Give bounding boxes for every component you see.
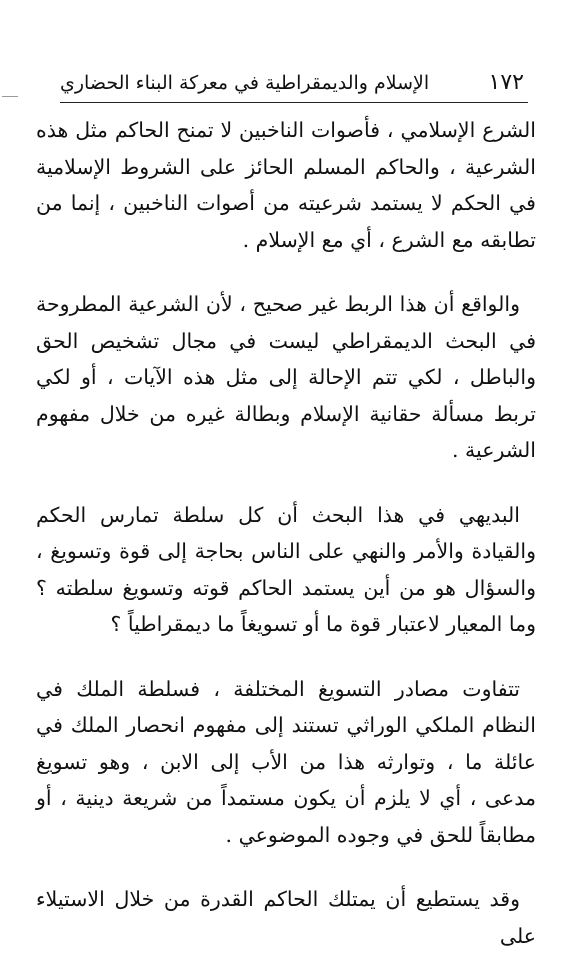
margin-mark [2,96,18,97]
paragraph-3: البديهي في هذا البحث أن كل سلطة تمارس الحكم والقيادة والأمر والنهي على الناس بحاجة إلى قوة وتسويغ ، والسؤال هو من أين يستمد الحاكم قوته وتسويغ سلطته ؟ وما المعيار لاعتبار قوة ما أو تسويغاً ما ديمقراطياً ؟ [36,502,536,636]
page-number: ١٧٢ [488,70,524,95]
paragraph-1: الشرع الإسلامي ، فأصوات الناخبين لا تمنح الحاكم مثل هذه الشرعية ، والحاكم المسلم الحائز على الشروط الإسلامية في الحكم لا يستمد شرعيته من أصوات الناخبين ، إنما من تطابقه مع الشرع ، أي مع الإسلام . [36,118,536,252]
paragraph-2: والواقع أن هذا الربط غير صحيح ، لأن الشرعية المطروحة في البحث الديمقراطي ليست في مجال تشخيص الحق والباطل ، لكي تتم الإحالة إلى مثل هذه الآيات ، أو لكي تربط مسألة حقانية الإسلام وبطالة غيره من خلال مفهوم الشرعية . [36,292,536,462]
page-header [60,58,528,103]
body-text [36,112,536,954]
paragraph-5: وقد يستطيع أن يمتلك الحاكم القدرة من خلال الاستيلاء على [36,887,536,948]
paragraph-4: تتفاوت مصادر التسويغ المختلفة ، فسلطة الملك في النظام الملكي الوراثي تستند إلى مفهوم انحصار الملك في عائلة ما ، وتوارثه هذا من الأب إلى الابن ، وهو تسويغ مدعى ، أي لا يلزم أن يكون مستمداً من شريعة دينية ، أو مطابقاً للحق في وجوده الموضوعي . [36,676,536,847]
running-title: الإسلام والديمقراطية في معركة البناء الحضاري [60,72,430,94]
